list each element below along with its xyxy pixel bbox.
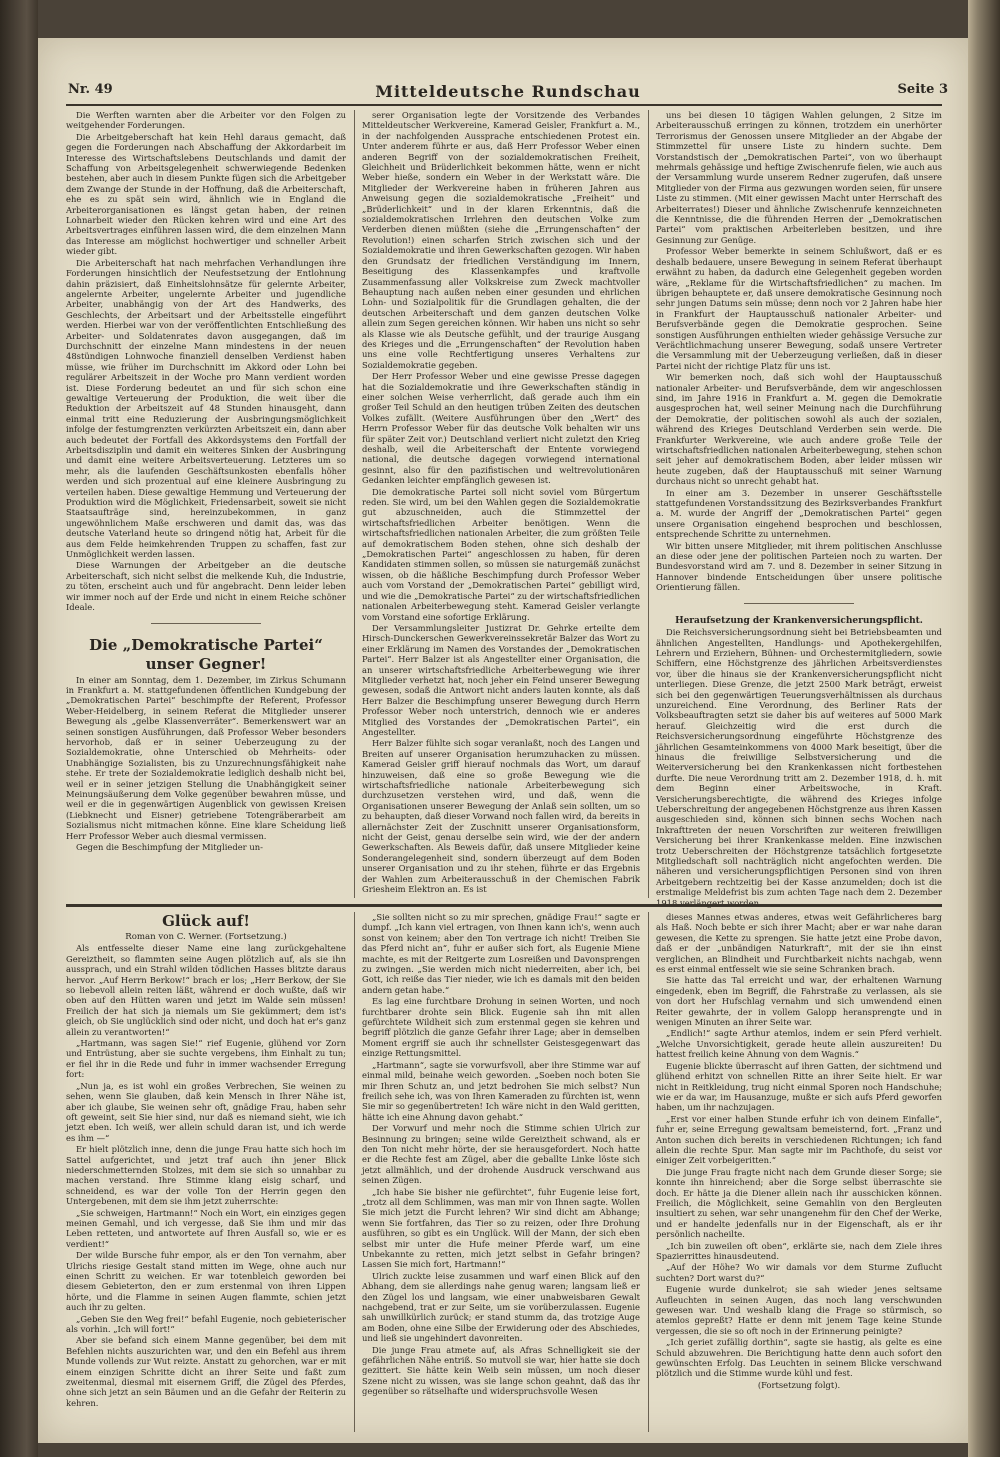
paragraph: „Geben Sie den Weg frei!“ befahl Eugenie, noch gebieterischer als vorhin. „Ich will fort!“ <box>66 1313 346 1335</box>
paragraph: „Nun ja, es ist wohl ein großes Verbrechen, Sie weinen zu sehen, wenn Sie glauben, daß kein Mensch in Ihrer Nähe ist, aber ich glaube, Sie weinen sehr oft, gnädige Frau, haben sehr oft geweint, seit Sie hier sind, nur daß es niemand sieht, wie ich jetzt eben. Ich weiß, wer allein schuld daran ist, und ich werde es ihm —“ <box>66 1080 346 1143</box>
serial-column-3 <box>656 912 942 1432</box>
paragraph: Die Werften warnten aber die Arbeiter vor den Folgen zu weitgehender Forderungen. <box>66 110 346 131</box>
paragraph: „Ich geriet zufällig dorthin“, sagte sie hastig, als gelte es eine Schuld abzuwehren. Die Berichtigung hatte denn auch sofort den gewünschten Erfolg. Das Leuchten in seinem Blicke verschwand plötzlich und die Stimme wurde kühl und fest. <box>656 1337 942 1379</box>
paragraph: Der Herr Professor Weber und eine gewisse Presse dagegen hat die Sozialdemokratie und ihre Gewerkschaften ständig in einer solchen Weise verherrlicht, daß gerade auch ihm ein großer Teil Schuld an den heutigen trüben Zeiten des deutschen Volkes zufällt. (Weitere Ausführungen über den „Wert“ des Herrn Professor Weber für das deutsche Volk behalten wir uns für später Zeit vor.) Deutschland verliert nicht zuletzt den Krieg deshalb, weil die Arbeiterschaft der Entente vorwiegend national, die deutsche dagegen vorwiegend international gesinnt, also für den pazifistischen und weltrevolutionären Gedanken leichter empfänglich gewesen ist. <box>362 371 640 486</box>
paragraph: Es lag eine furchtbare Drohung in seinen Worten, und noch furchtbarer drohte sein Blick. Eugenie sah ihn mit allen gefürchtete Wildheit sich zum erstenmal gegen sie kehren und begriff plötzlich die ganze Gefahr ihrer Lage; aber in demselben Moment ergriff sie auch ihr schnellster Geistesgegenwart das einzige Rettungsmittel. <box>362 996 640 1059</box>
column-divider <box>354 912 355 1432</box>
paragraph: „Sie schweigen, Hartmann!“ Noch ein Wort, ein einziges gegen meinen Gemahl, und ich vergesse, daß Sie ihm und mir das Leben retteten, und antwortete auf Ihren Ausfall so, wie er es verdient!“ <box>66 1207 346 1249</box>
paragraph: Diese Warnungen der Arbeitgeber an die deutsche Arbeiterschaft, sich nicht selbst die melkende Kuh, die Industrie, zu töten, erscheint auch und für angebracht. Denn leider leben wir immer noch auf der Erde und nicht in einem Reiche schöner Ideale. <box>66 560 346 613</box>
article-separator <box>744 603 854 604</box>
paragraph: Wir bemerken noch, daß sich wohl der Hauptausschuß nationaler Arbeiter- und Berufsverbände, dem wir angeschlossen sind, im Jahre 1916 in Frankfurt a. M. gegen die Demokratie ausgesprochen hat, weil seiner Meinung nach die Durchführung der Demokratie, der politischen sowohl als auch der sozialen, während des Krieges Deutschland Verderben sein werde. Die Frankfurter Werkvereine, wie auch andere große Teile der wirtschaftsfriedlichen nationalen Arbeiterbewegung, stehen schon seit jeher auf demokratischem Boden, aber leider müssen wir heute zugeben, daß der Hauptausschuß mit seiner Warnung durchaus nicht so unrecht gehabt hat. <box>656 372 942 487</box>
serial-title: Glück auf! <box>162 912 250 930</box>
paragraph: In einer am Sonntag, dem 1. Dezember, im Zirkus Schumann in Frankfurt a. M. stattgefundenen öffentlichen Kundgebung der „Demokratischen Partei“ beschimpfte der Referent, Professor Weber-Heidelberg, in seinem Referat die Mitglieder unserer Bewegung als „gelbe Klassenverräter“. Bemerkenswert war an seinen sonstigen Ausführungen, daß Professor Weber besonders hervorhob, daß er in seiner Ueberzeugung zu der Sozialdemokratie, ohne Unterschied ob Mehrheits- oder Unabhängige Sozialisten, bis zu Unzurechnungsfähigkeit nahe stehe. Er trete der Sozialdemokratie lediglich deshalb nicht bei, weil er in seiner jetzigen Stellung die Unabhängigkeit seiner Meinungsäußerung dem Volke gegenüber bewahren müsse, und weil er die in gegenwärtigen Augenblick von gewissen Kreisen (Liebknecht und Eisner) getriebene Totengräberarbeit am Sozialismus nicht mitmachen könne. Eine klare Scheidung ließ Herr Professor Weber auch diesmal vermissen. <box>66 674 346 841</box>
paragraph: dieses Mannes etwas anderes, etwas weit Gefährlicheres barg als Haß. Noch bebte er sich ihrer Macht; aber er war nahe daran gewesen, die Kette zu sprengen. Sie hatte jetzt eine Probe davon, daß er der „unbändigen Naturkraft“, mit der sie ihn einst verglichen, an Blindheit und Furchtbarkeit nichts nachgab, wenn es erst einmal entfesselt wie sie seine Schranken brach. <box>656 912 942 975</box>
paragraph: Die demokratische Partei soll nicht soviel vom Bürgertum reden. Sie wird, um bei den Wahlen gegen die Sozialdemokratie gut abzuschneiden, auch die Stimmzettel der wirtschaftsfriedlichen Arbeiter benötigen. Wenn die wirtschaftsfriedlichen nationalen Arbeiter, die zum größten Teile auf demokratischem Boden stehen, ohne sich deshalb der „Demokratischen Partei“ angeschlossen zu haben, für deren Kandidaten stimmen sollen, so müssen sie naturgemäß zunächst wissen, ob die häßliche Beschimpfung durch Professor Weber auch vom Vorstand der „Demokratischen Partei“ gebilligt wird, und wie die „Demokratische Partei“ zu der wirtschaftsfriedlichen nationalen Arbeiterbewegung steht. Kamerad Geisler verlangte vom Vorstand eine sofortige Erklärung. <box>362 486 640 622</box>
masthead: Mitteldeutsche Rundschau <box>375 82 641 101</box>
page-number: Seite 3 <box>897 82 948 97</box>
paragraph: Wir bitten unsere Mitglieder, mit ihrem politischen Anschlusse an diese oder jene der politischen Parteien noch zu warten. Der Bundesvorstand wird am 7. und 8. Dezember in seiner Sitzung in Hannover bindende Entscheidungen über unsere politische Orientierung fällen. <box>656 540 942 593</box>
header-rule <box>66 104 942 106</box>
paragraph: Sie hatte das Tal erreicht und war, der erhaltenen Warnung eingedenk, eben im Begriff, die Fahrstraße zu verlassen, als sie von dort her Hufschlag vernahm und sich umwendend einen Reiter gewahrte, der in vollem Galopp heransprengte und in wenigen Minuten an ihrer Seite war. <box>656 975 942 1028</box>
paragraph: Professor Weber bemerkte in seinem Schlußwort, daß er es deshalb bedauere, unsere Bewegung in seinem Referat überhaupt erwähnt zu haben, da dadurch eine Gelegenheit gegeben worden wäre, „Reklame für die Wirtschaftsfriedlichen“ zu machen. Im übrigen behauptete er, daß unsere demokratische Gesinnung noch sehr jungen Datums sein müsse; denn noch vor 2 Jahren habe hier in Frankfurt der Hauptausschuß nationaler Arbeiter- und Berufsverbände gegen die Demokratie gesprochen. Seine sonstigen Ausführungen enthielten wieder gehässige Versuche zur Verächtlichmachung unserer Bewegung, sodaß unsere Vertreter die Versammlung mit der Ueberzeugung verließen, daß in dieser Partei nicht der richtige Platz für uns ist. <box>656 246 942 371</box>
column-divider <box>648 912 649 1432</box>
paragraph: In einer am 3. Dezember in unserer Geschäftsstelle stattgefundenen Vorstandssitzung des Bezirksverbandes Frankfurt a. M. wurde der Angriff der „Demokratischen Partei“ gegen unsere Organisation eingehend besprochen und beschlossen, entsprechende Schritte zu unternehmen. <box>656 487 942 540</box>
paragraph: Ulrich zuckte leise zusammen und warf einen Blick auf den Abhang, dem sie allerdings nahe genug waren; langsam ließ er den Zügel los und langsam, wie einer unabweisbaren Gewalt nachgebend, trat er zur Seite, um sie vorüberzulassen. Eugenie sah unwillkürlich zurück; er stand stumm da, das trotzige Auge am Boden, ohne eine Silbe der Erwiderung oder des Abschiedes, und ließ sie ungehindert davonreiten. <box>362 1270 640 1344</box>
paragraph: „Erst vor einer halben Stunde erfuhr ich von deinem Einfalle“, fuhr er, seine Erregung gewaltsam bemeisternd, fort. „Franz und Anton suchen dich bereits in verschiedenen Richtungen; ich fand allein die rechte Spur. Man sagte mir im Pachthofe, du seist vor einiger Zeit vorbeigeritten.“ <box>656 1113 942 1166</box>
paragraph: Als entfesselte dieser Name eine lang zurückgehaltene Gereiztheit, so flammten seine Augen plötzlich auf, als sie ihn aussprach, und ein Strahl wilden tödlichen Hasses blitzte daraus hervor. „Auf Herrn Berkow!“ brach er los; „Herr Berkow, der Sie so liebevoll allein reiten läßt, während er doch wußte, daß wir oben auf den Hütten waren und jetzt im Walde sein müssen! Freilich der hat sich ja niemals um Sie gekümmert; dem ist's gleich, ob Sie unglücklich sind oder nicht, und doch hat er's ganz allein zu verantworten!“ <box>66 943 346 1037</box>
serial-subtitle: Roman von C. Werner. (Fortsetzung.) <box>125 932 287 942</box>
book-spine <box>0 0 38 1457</box>
paragraph: „Sie sollten nicht so zu mir sprechen, gnädige Frau!“ sagte er dumpf. „Ich kann viel ertragen, von Ihnen kann ich's, wenn auch sonst von keinem; aber den Ton vertrage ich nicht! Treiben Sie das Pferd nicht an“, fuhr er außer sich fort, als Eugenie Miene machte, es mit der Reitgerte zum Losreißen und Davonsprengen zu zwingen. „Sie werden mich nicht niederreiten, aber ich, bei Gott, ich reiße das Tier nieder, wie ich es damals mit den beiden andern getan habe.“ <box>362 912 640 995</box>
paragraph: „Endlich!“ sagte Arthur atemlos, indem er sein Pferd verhielt. „Welche Unvorsichtigkeit, gerade heute allein auszureiten! Du hattest freilich keine Ahnung von dem Wagnis.“ <box>656 1028 942 1060</box>
section-rule <box>66 904 942 907</box>
page-header <box>68 82 948 104</box>
serial-column-2 <box>362 912 640 1432</box>
issue-number: Nr. 49 <box>68 82 113 97</box>
page-edge <box>968 0 1000 1457</box>
paragraph: „Ich habe Sie bisher nie gefürchtet“, fuhr Eugenie leise fort, „trotz all dem Schlimmen, was man mir von Ihnen sagte. Wollen Sie mich jetzt die Furcht lehren? Wir sind dicht am Abhange; wenn Sie fortfahren, das Tier so zu reizen, oder Ihre Drohung ausführen, so gibt es ein Unglück. Will der Mann, der sich eben selbst mir unter die Hufe meiner Pferde warf, um eine Unbekannte zu retten, mich jetzt selbst in Gefahr bringen? Lassen Sie mich fort, Hartmann!“ <box>362 1186 640 1270</box>
paragraph: „Hartmann“, sagte sie vorwurfsvoll, aber ihre Stimme war auf einmal mild, beinahe weich geworden. „Soeben noch boten Sie mir Ihren Schutz an, und jetzt bedrohen Sie mich selbst? Nun freilich sehe ich, was von Ihren Kameraden zu fürchten ist, wenn Sie mir so gegenübertreten! Ich wäre nicht in den Wald geritten, hätte ich eine Ahnung davon gehabt.“ <box>362 1059 640 1122</box>
paragraph: Der Vorwurf und mehr noch die Stimme schien Ulrich zur Besinnung zu bringen; seine wilde Gereiztheit schwand, als er den Ton nicht mehr hörte, der sie herausgefordert. Noch hatte er die Rechte fest am Zügel, aber die geballte Linke löste sich jetzt allmählich, und der drohende Ausdruck verschwand aus seinen Zügen. <box>362 1123 640 1186</box>
paragraph: Herr Balzer fühlte sich sogar veranlaßt, noch des Langen und Breiten auf unserer Organisation herumzuhacken zu müssen. Kamerad Geisler griff hierauf nochmals das Wort, um darauf hinzuweisen, daß eine so große Bewegung wie die wirtschaftsfriedliche nationale Arbeiterbewegung sich durchzusetzen verstehen wird, und daß, wenn die Organisationen unserer Bewegung der Anlaß sein sollten, um so zu behaupten, daß dieser Vorwand noch fallen wird, da bereits in allernächster Zeit der Zuschnitt unserer Organisationsform, nicht der Geist, genau derselbe sein wird, wie der der andern Gewerkschaften. Als Beweis dafür, daß unsere Mitglieder keine Sonderangelegenheit sind, sondern überzeugt auf dem Boden unserer Organisation und zu ihr stehen, führte er das Ergebnis der Wahlen zum Arbeiterausschuß in der Chemischen Fabrik Griesheim Elektron an. Es ist <box>362 738 640 895</box>
top-column-3 <box>656 110 942 908</box>
paragraph: „Ich bin zuweilen oft oben“, erklärte sie, nach dem Ziele ihres Spazierrittes hinausdeutend. <box>656 1240 942 1261</box>
paragraph: „Hartmann, was sagen Sie!“ rief Eugenie, glühend vor Zorn und Entrüstung, aber sie suchte vergebens, ihm Einhalt zu tun; er fiel ihr in die Rede und fuhr in immer wachsender Erregung fort: <box>66 1038 346 1080</box>
paragraph: Er hielt plötzlich inne, denn die junge Frau hatte sich hoch im Sattel aufgerichtet, und jetzt traf auch ihn jener Blick niederschmetternden Stolzes, mit dem sie sich so unnahbar zu machen verstand. Ihre Stimme klang eisig scharf, und schneidend, es war der volle Ton der Herrin gegen den Untergebenen, mit dem sie ihm jetzt zuherrschte: <box>66 1144 346 1207</box>
newspaper-page <box>38 38 968 1443</box>
continued-note: (Fortsetzung folgt). <box>757 1379 841 1390</box>
column-divider <box>648 110 649 898</box>
top-column-2 <box>362 110 640 898</box>
paragraph: Eugenie wurde dunkelrot; sie sah wieder jenes seltsame Aufleuchten in seinen Augen, das noch lang verschwunden gewesen war. Und weshalb klang die Frage so stürmisch, so atemlos gepreßt? Hatte er denn mit jenem Tage keine Stunde vergessen, die sie so oft noch in der Erinnerung peinigte? <box>656 1284 942 1336</box>
paragraph: „Auf der Höhe? Wo wir damals vor dem Sturme Zuflucht suchten? Dort warst du?“ <box>656 1262 942 1283</box>
article-separator <box>151 623 261 624</box>
paragraph: Der wilde Bursche fuhr empor, als er den Ton vernahm, aber Ulrichs riesige Gestalt stand mitten im Wege, ohne auch nur einen Schritt zu weichen. Er war totenbleich geworden bei diesem Gebieterton, den er zum erstenmal von ihren Lippen hörte, und die Flamme in seinen Augen flammte, schien jetzt auch ihr zu gelten. <box>66 1250 346 1313</box>
paragraph: uns bei diesen 10 tägigen Wahlen gelungen, 2 Sitze im Arbeiterausschuß erringen zu können, trotzdem ein unerhörter Terrorismus der Genossen unsere Mitglieder an der Abgabe der Stimmzettel für unsere Liste zu hindern suchte. Dem Vorstandstisch der „Demokratischen Partei“, von wo überhaupt mehrmals gehässige und heftige Zwischenrufe fielen, wie auch aus der Versammlung wurde unserem Redner zugerufen, daß unsere Mitglieder von der Firma aus gezwungen worden seien, für unsere Liste zu stimmen. (Mit einer gewissen Macht unter Herrschaft des Arbeiterrates!) Dieser und ähnliche Zwischenrufe kennzeichneten die Kenntnisse, die die führenden Herren der „Demokratischen Partei“ vom praktischen Arbeiterleben besitzen, und ihre Gesinnung zur Genüge. <box>656 110 942 245</box>
paragraph: Aber sie befand sich einem Manne gegenüber, bei dem mit Befehlen nichts auszurichten war, und den ein Befehl aus ihrem Munde vollends zur Wut reizte. Anstatt zu gehorchen, war er mit einem einzigen Schritte dicht an ihrer Seite und faßt zum zweitenmal, diesmal mit eisernem Griff, die Zügel des Pferdes, ohne sich jetzt an sein Bäumen und an die Gefahr der Reiterin zu kehren. <box>66 1335 346 1408</box>
column-divider <box>354 110 355 898</box>
paragraph: Der Versammlungsleiter Justizrat Dr. Gehrke erteilte dem Hirsch-Dunckerschen Gewerkvereinssekretär Balzer das Wort zu einer Erklärung im Namen des Vorstandes der „Demokratischen Partei“. Herr Balzer ist als Angestellter einer Organisation, die an unserer wirtschaftsfriedliche Arbeiterbewegung wie ihrer Mitglieder verhetzt hat, noch jeher ein Feind unserer Bewegung gewesen, sodaß die Antwort nicht anders lauten konnte, als daß Herr Balzer die Beschimpfung unserer Bewegung durch Herrn Professor Weber noch unterstrich, dennoch wie er anderes Mitglied des Vorstandes der „Demokratischen Partei“, ein Angestellter. <box>362 622 640 737</box>
paragraph: Die Arbeitgeberschaft hat kein Hehl daraus gemacht, daß gegen die Forderungen nach Abschaffung der Akkordarbeit im Interesse des Wirtschaftslebens Deutschlands und damit der Schaffung von Arbeitsgelegenheit schwerwiegende Bedenken bestehen, aber auch in diesem Punkte fügen sich die Arbeitgeber dem Zwange der Stunde in der Hoffnung, daß die Arbeiterschaft, ehe es zu spät sein wird, ähnlich wie in England die Arbeiterorganisationen es längst getan haben, der reinen Lohnarbeit wieder den Rücken kehren wird und eine Art des Arbeitsvertrages einführen lassen wird, die dem einzelnen Mann das Interesse am möglichst hochwertiger und schneller Arbeit wieder gibt. <box>66 131 346 257</box>
paragraph: Die Reichsversicherungsordnung sieht bei Betriebsbeamten und ähnlichen Angestellten, Handlungs- und Apothekergehilfen, Lehrern und Erziehern, Bühnen- und Orchestermitgliedern, sowie Schiffern, eine Höchstgrenze des jährlichen Arbeitsverdienstes vor, über die hinaus sie der Krankenversicherungspflicht nicht unterliegen. Diese Grenze, die jetzt 2500 Mark beträgt, erweist sich bei den gegenwärtigen Teuerungsverhältnissen als durchaus unzureichend. Eine Verordnung, des Berliner Rats der Volksbeauftragten setzt sie daher bis auf weiteres auf 5000 Mark herauf. Gleichzeitig wird die erst durch die Reichsversicherungsordnung eingeführte Höchstgrenze des jährlichen Gesamteinkommens von 4000 Mark beseitigt, über die hinaus die freiwillige Selbstversicherung und die Weiterversicherung bei den Krankenkassen nicht fortbestehen durfte. Die neue Verordnung tritt am 2. Dezember 1918, d. h. mit dem Beginn einer Arbeitswoche, in Kraft. Versicherungsberechtigte, die während des Krieges infolge Ueberschreitung der angegebenen Höchstgrenze aus ihren Kassen ausgeschieden sind, können sich binnen sechs Wochen nach Inkrafttreten der neuen Vorschriften zur weiteren freiwilligen Versicherung bei ihrer Krankenkasse melden. Eine inzwischen trotz Ueberschreiten der Höchstgrenze tatsächlich fortgesetzte Mitgliedschaft soll nachträglich nicht angefochten werden. Die näheren und versicherungspflichtigen Personen sind von ihren Arbeitgebern rechtzeitig bei der Kasse anzumelden; doch ist die erstmalige Meldefrist bis zum achten Tage nach dem 2. Dezember 1918 verlängert worden. <box>656 627 942 908</box>
paragraph: Die junge Frau atmete auf, als Afras Schnelligkeit sie der gefährlichen Nähe entriß. So mutvoll sie war, hier hatte sie doch gezittert. Sie hätte kein Weib sein müssen, um noch dieser Szene nicht zu wissen, was sie lange schon geahnt, daß das ihr gegenüber so rätselhafte und widerspruchsvolle Wesen <box>362 1344 640 1397</box>
top-column-1 <box>66 110 346 898</box>
article-title: Die „Demokratische Partei“ unser Gegner! <box>89 635 323 673</box>
paragraph: Eugenie blickte überrascht auf ihren Gatten, der sichtmend und glühend erhitzt von schnellen Ritte an ihrer Seite hielt. Er war nicht in Reitkleidung, trug nicht einmal Sporen noch Handschuhe; wie er da war, im Hausanzuge, mußte er sich aufs Pferd geworfen haben, um ihr nachzujagen. <box>656 1060 942 1113</box>
serial-column-1 <box>66 912 346 1432</box>
paragraph: Gegen die Beschimpfung der Mitglieder un- <box>76 842 263 852</box>
article-title: Heraufsetzung der Krankenversicherungspflicht. <box>675 615 923 626</box>
paragraph: Die junge Frau fragte nicht nach dem Grunde dieser Sorge; sie konnte ihn hinreichend; aber die Sorge selbst überraschte sie doch. Er hätte ja die Diener allein nach ihr ausschicken können. Freilich, die Möglichkeit, seine Gemahlin von den Bergleuten insultiert zu sehen, war sehr unangenehm für den Chef der Werke, und er handelte jedenfalls nur in der Eigenschaft, als er ihr persönlich nacheilte. <box>656 1166 942 1240</box>
paragraph: Die Arbeiterschaft hat nach mehrfachen Verhandlungen ihre Forderungen hinsichtlich der Neufestsetzung der Entlohnung dahin präzisiert, daß Einheitslohnsätze für gelernte Arbeiter, angelernte Arbeiter, ungelernte Arbeiter und jugendliche Arbeiter, unabhängig von der Art des Handwerks, des Geschlechts, der Arbeitsart und der Arbeitsstelle eingeführt werden. Hierbei war von der veröffentlichten Entschließung des Arbeiter- und Soldatenrates davon ausgegangen, daß im Durchschnitt der einzelne Mann mindestens in der neuen 48stündigen Lohnwoche finanziell denselben Verdienst haben müsse, wie früher im Durchschnitt im Akkord oder Lohn bei regulärer Arbeitszeit in der Woche pro Mann verdient worden ist. Diese Forderung bedeutet an und für sich schon eine gewaltige Verteuerung der Produktion, die weit über die Reduktion der Arbeitszeit auf 48 Stunden hinausgeht, dann einmal tritt eine Reduzierung der Ausbringungsmöglichkeit infolge der festumgrenzten verkürzten Arbeitszeit ein, dann aber auch bedeutet der Fortfall des Akkordsystems den Fortfall der Arbeitsdisziplin und damit ein weiteres Sinken der Ausbringung und damit eine weitere Arbeitsverteuerung. Letzteres um so mehr, als die laufenden Geschäftsunkosten ebenfalls höher werden und sich prozentual auf eine kleinere Ausbringung zu verteilen haben. Diese gewaltige Hemmung und Verteuerung der Produktion wird die Möglichkeit, Friedensarbeit, soweit sie nicht Staatsaufträge sind, hereinzubekommen, in ganz ungewöhnlichem Maße erschweren und damit das, was das deutsche Vaterland heute so dringend nötig hat, Arbeit für die aus dem Felde heimkehrenden Truppen zu schaffen, fast zur Unmöglichkeit werden lassen. <box>66 257 346 560</box>
paragraph: serer Organisation legte der Vorsitzende des Verbandes Mitteldeutscher Werkvereine, Kamerad Geisler, Frankfurt a. M., in der nachfolgenden Aussprache entschiedenen Protest ein. Unter anderem führte er aus, daß Herr Professor Weber einen anderen Begriff von der sozialdemokratischen Freiheit, Gleichheit und Brüderlichkeit bekommen hätte, wenn er nicht Weber hieße, sondern ein Weber in der Werkstatt wäre. Die Mitglieder der Werkvereine haben in früheren Jahren aus Anweisung gegen die sozialdemokratische „Freiheit“ und „Brüderlichkeit“ und in der klaren Erkenntnis, daß die sozialdemokratischen Irrlehren den deutschen Volke zum Verderben dienen müßten (siehe die „Errungenschaften“ der Revolution!) einen scharfen Strich zwischen sich und der Sozialdemokratie und ihren Gewerkschaften gezogen. Wir haben den Grundsatz der friedlichen Verständigung im Innern, Beseitigung des Klassenkampfes und kraftvolle Zusammenfassung aller Volkskreise zum Zweck machtvoller Behauptung nach außen neben einer gesunden und ehrlichen Lohn- und Sozialpolitik für die Grundlagen gehalten, die der deutschen Arbeiterschaft und dem ganzen deutschen Volke allein zum Segen gereichen können. Wir haben uns nicht so sehr als Klasse wie als Deutsche gefühlt, und der traurige Ausgang des Krieges und die „Errungenschaften“ der Revolution haben uns eine volle Rechtfertigung unseres Verhaltens zur Sozialdemokratie gegeben. <box>362 110 640 370</box>
